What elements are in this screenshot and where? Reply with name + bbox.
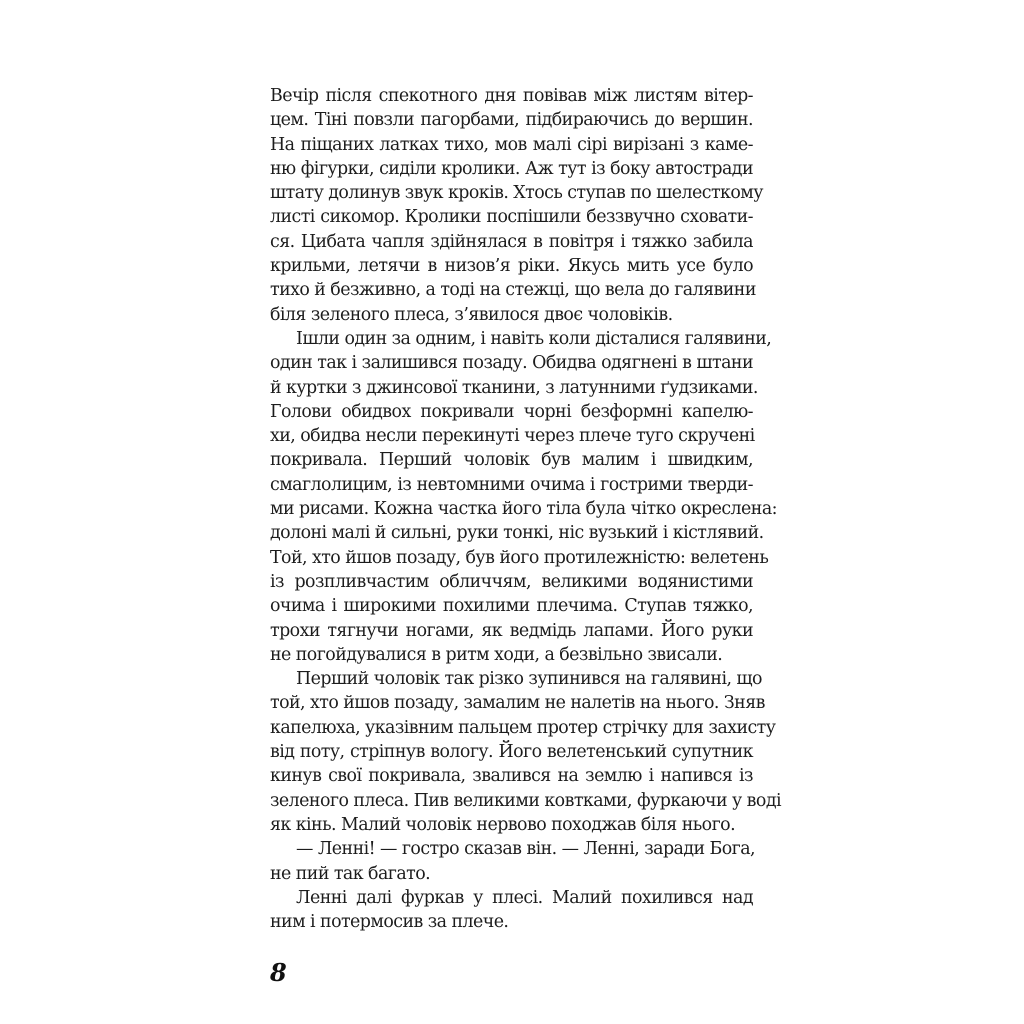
text-line: не погойдувалися в ритм ходи, а безвільно звисали.: [270, 644, 723, 665]
text-line: Перший чоловік так різко зупинився на галявині, що: [296, 669, 762, 690]
text-line: кинув свої покривала, звалився на землю і напився із: [270, 766, 753, 787]
text-line: На піщаних латках тихо, мов малі сірі вирізані з каме-: [270, 134, 753, 155]
text-line: Вечір після спекотного дня повівав між листям вітер-: [270, 86, 753, 106]
text-line: покривала. Перший чоловік був малим і швидким,: [270, 450, 753, 471]
text-line: смаглолицим, із невтомними очима і гострими тверди-: [270, 474, 753, 495]
text-line: Ішли один за одним, і навіть коли дісталися галявини,: [296, 328, 772, 349]
text-line: капелюха, указівним пальцем протер стрічку для захисту: [270, 717, 776, 738]
text-line: один так і залишився позаду. Обидва одягнені в штани: [270, 353, 753, 374]
page-number: 8: [270, 958, 287, 987]
text-line: із розпливчастим обличчям, великими водянистими: [270, 571, 753, 592]
text-line: зеленого плеса. Пив великими ковтками, фуркаючи у воді: [270, 790, 782, 811]
text-line: крильми, летячи в низов’я ріки. Якусь мить усе було: [270, 256, 753, 277]
text-line: штату долинув звук кроків. Хтось ступав по шелесткому: [270, 183, 763, 204]
text-line: біля зеленого плеса, з’явилося двоє чоловіків.: [270, 304, 673, 325]
text-line: й куртки з джинсової тканини, з латунними ґудзиками.: [270, 377, 758, 398]
paragraph: [270, 667, 782, 837]
text-line: як кінь. Малий чоловік нервово походжав біля нього.: [270, 814, 736, 835]
paragraph: [270, 886, 753, 935]
text-line: долоні малі й сильні, руки тонкі, ніс вузький і кістлявий.: [270, 523, 764, 544]
text-line: ним і потермосив за плече.: [270, 912, 509, 933]
text-line: цем. Тіні повзли пагорбами, підбираючись до вершин.: [270, 110, 753, 131]
text-line: тихо й безживно, а тоді на стежці, що вела до галявини: [270, 280, 756, 301]
text-line: очима і широкими похилими плечима. Ступав тяжко,: [270, 596, 753, 617]
text-line: Ленні далі фуркав у плесі. Малий похилився над: [296, 887, 753, 908]
text-line: не пий так багато.: [270, 863, 431, 884]
book-page-text: [270, 84, 782, 934]
text-line: — Ленні! — гостро сказав він. — Ленні, заради Бога,: [296, 839, 756, 860]
text-line: ню фігурки, сиділи кролики. Аж тут із боку автостради: [270, 158, 753, 179]
text-line: листі сикомор. Кролики поспішили беззвучно сховати-: [270, 207, 753, 228]
text-line: від поту, стріпнув вологу. Його велетенський супутник: [270, 742, 753, 763]
text-line: ми рисами. Кожна частка його тіла була чітко окреслена:: [270, 499, 777, 520]
text-line: Той, хто йшов позаду, був його протилежністю: велетень: [270, 547, 769, 568]
paragraph: [270, 837, 756, 886]
paragraph: [270, 327, 777, 667]
text-line: Голови обидвох покривали чорні безформні капелю-: [270, 401, 753, 422]
paragraph: [270, 84, 763, 327]
text-line: хи, обидва несли перекинуті через плече туго скручені: [270, 426, 755, 447]
text-line: ся. Цибата чапля здійнялася в повітря і тяжко забила: [270, 231, 753, 252]
text-line: той, хто йшов позаду, замалим не налетів на нього. Зняв: [270, 693, 765, 714]
text-line: трохи тягнучи ногами, як ведмідь лапами. Його руки: [270, 620, 753, 641]
